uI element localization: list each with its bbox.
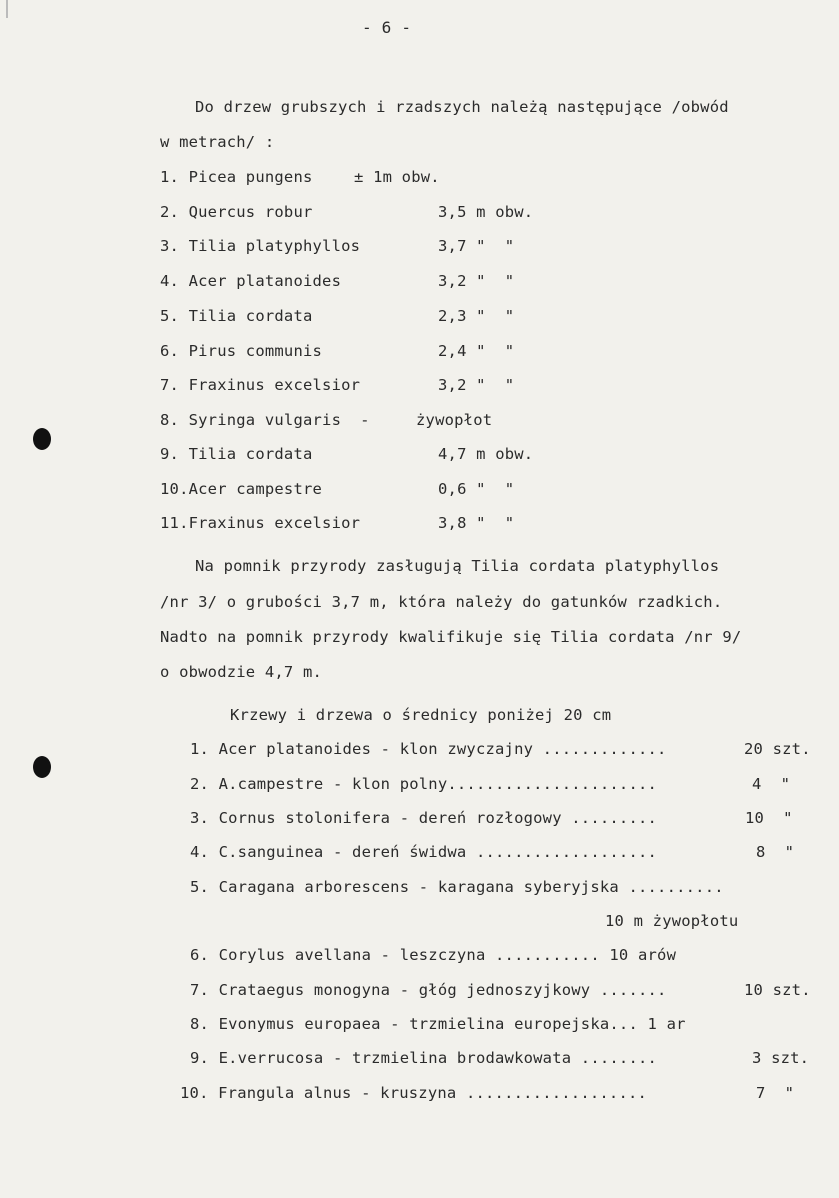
shrub-item: 5. Caragana arborescens - karagana syberyjska .......... bbox=[190, 878, 724, 896]
tree-name: 5. Tilia cordata bbox=[160, 307, 313, 325]
tree-value: 2,3 " " bbox=[438, 307, 515, 325]
page-number: - 6 - bbox=[362, 18, 412, 37]
tree-value: ± 1m obw. bbox=[354, 168, 440, 186]
punch-hole bbox=[33, 428, 51, 450]
shrub-item: 9. E.verrucosa - trzmielina brodawkowata ........ bbox=[190, 1049, 658, 1067]
shrub-item: 3. Cornus stolonifera - dereń rozłogowy ......... bbox=[190, 809, 658, 827]
tree-name: 1. Picea pungens bbox=[160, 168, 313, 186]
tree-value: 4,7 m obw. bbox=[438, 445, 534, 463]
tree-value: 2,4 " " bbox=[438, 342, 515, 360]
paragraph-line-3: Nadto na pomnik przyrody kwalifikuje się Tilia cordata /nr 9/ bbox=[160, 628, 742, 646]
tree-value: 0,6 " " bbox=[438, 480, 515, 498]
tree-name: 4. Acer platanoides bbox=[160, 272, 342, 290]
edge-mark bbox=[6, 0, 8, 18]
shrub-item: 1. Acer platanoides - klon zwyczajny ............. bbox=[190, 740, 667, 758]
shrub-item: 10. Frangula alnus - kruszyna ................... bbox=[180, 1084, 648, 1102]
tree-name: 11.Fraxinus excelsior bbox=[160, 514, 361, 532]
tree-value: 3,7 " " bbox=[438, 237, 515, 255]
punch-hole bbox=[33, 756, 51, 778]
shrub-item: 4. C.sanguinea - dereń świdwa ................... bbox=[190, 843, 658, 861]
tree-name: 6. Pirus communis bbox=[160, 342, 323, 360]
tree-name: 9. Tilia cordata bbox=[160, 445, 313, 463]
shrubs-heading: Krzewy i drzewa o średnicy poniżej 20 cm bbox=[230, 706, 612, 724]
tree-value: 3,5 m obw. bbox=[438, 203, 534, 221]
shrub-qty: 8 " bbox=[756, 843, 795, 861]
shrub-item: 2. A.campestre - klon polny...................... bbox=[190, 775, 658, 793]
tree-value: 3,2 " " bbox=[438, 376, 515, 394]
shrub-qty: 10 szt. bbox=[744, 981, 811, 999]
paragraph-line-2: /nr 3/ o grubości 3,7 m, która należy do gatunków rzadkich. bbox=[160, 593, 723, 611]
shrub-qty: 10 " bbox=[745, 809, 793, 827]
tree-name: 7. Fraxinus excelsior bbox=[160, 376, 361, 394]
shrub-item: 7. Crataegus monogyna - głóg jednoszyjkowy ....... bbox=[190, 981, 667, 999]
tree-value: 3,8 " " bbox=[438, 514, 515, 532]
tree-value: 3,2 " " bbox=[438, 272, 515, 290]
shrub-qty: 10 m żywopłotu bbox=[605, 912, 739, 930]
tree-name: 10.Acer campestre bbox=[160, 480, 323, 498]
shrub-item: 6. Corylus avellana - leszczyna ........... 10 arów bbox=[190, 946, 677, 964]
shrub-qty: 20 szt. bbox=[744, 740, 811, 758]
paragraph-line-4: o obwodzie 4,7 m. bbox=[160, 663, 323, 681]
paragraph-line-1: Na pomnik przyrody zasługują Tilia cordata platyphyllos bbox=[195, 557, 720, 575]
shrub-qty: 3 szt. bbox=[752, 1049, 810, 1067]
shrub-qty: 7 " bbox=[756, 1084, 795, 1102]
tree-name: 8. Syringa vulgaris - bbox=[160, 411, 370, 429]
shrub-item: 8. Evonymus europaea - trzmielina europejska... 1 ar bbox=[190, 1015, 686, 1033]
shrub-qty: 4 " bbox=[752, 775, 791, 793]
tree-name: 2. Quercus robur bbox=[160, 203, 313, 221]
intro-line-2: w metrach/ : bbox=[160, 133, 275, 151]
tree-name: 3. Tilia platyphyllos bbox=[160, 237, 361, 255]
intro-line-1: Do drzew grubszych i rzadszych należą następujące /obwód bbox=[195, 98, 729, 116]
tree-value: żywopłot bbox=[416, 411, 493, 429]
